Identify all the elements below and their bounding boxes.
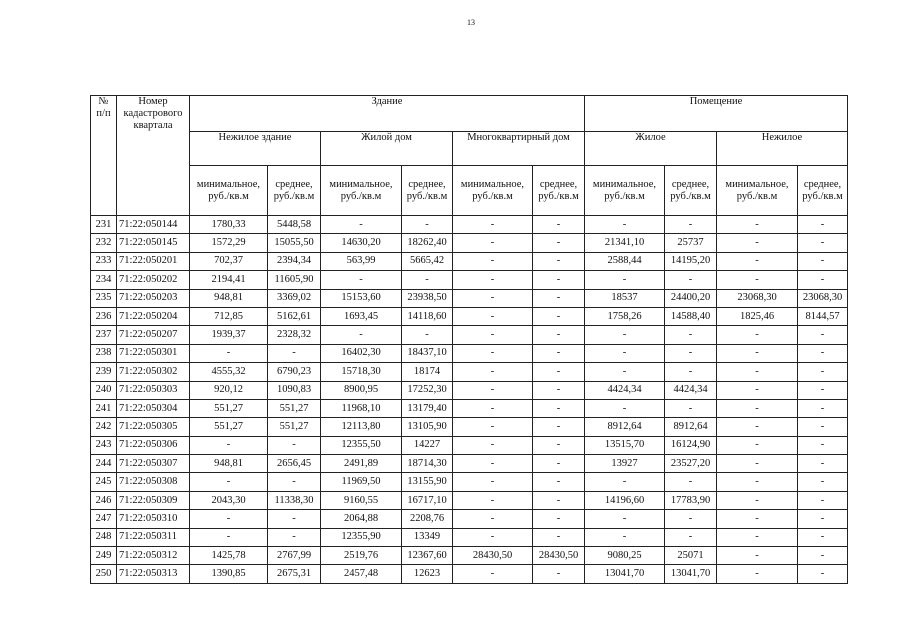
value-cell: 14630,20: [321, 234, 402, 252]
table-row: [91, 436, 848, 454]
cadastral-number: 71:22:050204: [117, 307, 190, 325]
value-cell: 14196,60: [585, 491, 665, 509]
value-cell: 23938,50: [402, 289, 453, 307]
value-cell: -: [533, 234, 585, 252]
value-cell: -: [533, 289, 585, 307]
value-cell: -: [533, 271, 585, 289]
header-premises: Помещение: [585, 96, 848, 132]
row-number: 234: [91, 271, 117, 289]
cadastral-number: 71:22:050207: [117, 326, 190, 344]
value-cell: 1390,85: [190, 565, 268, 583]
value-cell: -: [190, 344, 268, 362]
row-number: 242: [91, 418, 117, 436]
row-number: 239: [91, 363, 117, 381]
value-cell: -: [585, 344, 665, 362]
value-cell: 12355,90: [321, 528, 402, 546]
table-row: [91, 216, 848, 234]
cadastral-number: 71:22:050307: [117, 455, 190, 473]
value-cell: -: [717, 271, 798, 289]
value-cell: -: [453, 252, 533, 270]
value-cell: -: [717, 216, 798, 234]
value-cell: -: [798, 565, 848, 583]
header-residential-house: Жилой дом: [321, 132, 453, 166]
value-cell: 13179,40: [402, 399, 453, 417]
value-cell: 551,27: [268, 418, 321, 436]
value-cell: -: [798, 363, 848, 381]
value-cell: 13927: [585, 455, 665, 473]
value-cell: 1939,37: [190, 326, 268, 344]
value-cell: -: [717, 473, 798, 491]
value-cell: -: [798, 436, 848, 454]
value-cell: -: [402, 271, 453, 289]
value-cell: 2457,48: [321, 565, 402, 583]
cadastral-number: 71:22:050312: [117, 547, 190, 565]
value-cell: 12367,60: [402, 547, 453, 565]
value-cell: -: [533, 344, 585, 362]
value-cell: -: [585, 528, 665, 546]
value-cell: 2208,76: [402, 510, 453, 528]
value-cell: -: [798, 252, 848, 270]
value-cell: 18537: [585, 289, 665, 307]
value-cell: -: [665, 510, 717, 528]
header-min-5: минимальное, руб./кв.м: [717, 166, 798, 216]
value-cell: 6790,23: [268, 363, 321, 381]
value-cell: 23068,30: [798, 289, 848, 307]
page-number: 13: [467, 18, 475, 27]
value-cell: 18262,40: [402, 234, 453, 252]
row-number: 241: [91, 399, 117, 417]
value-cell: -: [665, 473, 717, 491]
header-avg-5: среднее, руб./кв.м: [798, 166, 848, 216]
table-row: [91, 510, 848, 528]
value-cell: 1572,29: [190, 234, 268, 252]
row-number: 238: [91, 344, 117, 362]
cadastral-number: 71:22:050308: [117, 473, 190, 491]
value-cell: -: [717, 234, 798, 252]
value-cell: -: [717, 455, 798, 473]
value-cell: -: [717, 510, 798, 528]
row-number: 243: [91, 436, 117, 454]
header-num: № п/п: [91, 96, 117, 216]
value-cell: -: [717, 381, 798, 399]
value-cell: -: [533, 473, 585, 491]
value-cell: 8912,64: [585, 418, 665, 436]
value-cell: -: [190, 528, 268, 546]
table-row: [91, 455, 848, 473]
value-cell: 28430,50: [533, 547, 585, 565]
value-cell: -: [665, 399, 717, 417]
value-cell: 920,12: [190, 381, 268, 399]
value-cell: 1780,33: [190, 216, 268, 234]
value-cell: -: [533, 252, 585, 270]
cadastral-number: 71:22:050306: [117, 436, 190, 454]
cadastral-number: 71:22:050313: [117, 565, 190, 583]
value-cell: 12113,80: [321, 418, 402, 436]
value-cell: -: [453, 344, 533, 362]
value-cell: -: [717, 363, 798, 381]
value-cell: 2064,88: [321, 510, 402, 528]
value-cell: 15153,60: [321, 289, 402, 307]
value-cell: 5448,58: [268, 216, 321, 234]
table-row: [91, 271, 848, 289]
value-cell: -: [453, 216, 533, 234]
value-cell: 12355,50: [321, 436, 402, 454]
value-cell: -: [453, 289, 533, 307]
value-cell: -: [453, 455, 533, 473]
header-avg-2: среднее, руб./кв.м: [402, 166, 453, 216]
value-cell: 551,27: [190, 399, 268, 417]
value-cell: -: [665, 216, 717, 234]
table-row: [91, 381, 848, 399]
value-cell: 23068,30: [717, 289, 798, 307]
value-cell: 1425,78: [190, 547, 268, 565]
table-row: [91, 491, 848, 509]
row-number: 240: [91, 381, 117, 399]
header-avg-4: среднее, руб./кв.м: [665, 166, 717, 216]
value-cell: -: [453, 399, 533, 417]
value-cell: 28430,50: [453, 547, 533, 565]
value-cell: 8912,64: [665, 418, 717, 436]
value-cell: 18437,10: [402, 344, 453, 362]
value-cell: 13515,70: [585, 436, 665, 454]
value-cell: 1693,45: [321, 307, 402, 325]
value-cell: -: [798, 510, 848, 528]
value-cell: 2194,41: [190, 271, 268, 289]
value-cell: -: [585, 363, 665, 381]
value-cell: -: [798, 326, 848, 344]
row-number: 250: [91, 565, 117, 583]
value-cell: -: [798, 418, 848, 436]
value-cell: 25071: [665, 547, 717, 565]
value-cell: -: [665, 344, 717, 362]
value-cell: -: [717, 436, 798, 454]
value-cell: -: [533, 307, 585, 325]
value-cell: -: [717, 565, 798, 583]
value-cell: -: [533, 399, 585, 417]
value-cell: 17783,90: [665, 491, 717, 509]
table-row: [91, 473, 848, 491]
cadastral-number: 71:22:050145: [117, 234, 190, 252]
value-cell: -: [798, 399, 848, 417]
value-cell: -: [453, 436, 533, 454]
header-building: Здание: [190, 96, 585, 132]
table-row: [91, 326, 848, 344]
value-cell: 2656,45: [268, 455, 321, 473]
value-cell: -: [533, 491, 585, 509]
value-cell: 948,81: [190, 455, 268, 473]
value-cell: -: [533, 216, 585, 234]
value-cell: 8144,57: [798, 307, 848, 325]
value-cell: 1758,26: [585, 307, 665, 325]
value-cell: 11969,50: [321, 473, 402, 491]
value-cell: -: [321, 326, 402, 344]
table-row: [91, 289, 848, 307]
value-cell: 4424,34: [665, 381, 717, 399]
header-nonresidential: Нежилое: [717, 132, 848, 166]
value-cell: 13041,70: [585, 565, 665, 583]
table-row: [91, 399, 848, 417]
value-cell: -: [585, 510, 665, 528]
value-cell: 551,27: [268, 399, 321, 417]
value-cell: 13041,70: [665, 565, 717, 583]
value-cell: 12623: [402, 565, 453, 583]
row-number: 231: [91, 216, 117, 234]
value-cell: -: [453, 363, 533, 381]
value-cell: 14588,40: [665, 307, 717, 325]
row-number: 246: [91, 491, 117, 509]
value-cell: -: [453, 418, 533, 436]
value-cell: 11338,30: [268, 491, 321, 509]
cadastral-number: 71:22:050203: [117, 289, 190, 307]
value-cell: -: [717, 547, 798, 565]
value-cell: 13349: [402, 528, 453, 546]
cadastral-number: 71:22:050201: [117, 252, 190, 270]
row-number: 247: [91, 510, 117, 528]
value-cell: 21341,10: [585, 234, 665, 252]
value-cell: -: [717, 418, 798, 436]
header-apartment-building: Многоквартирный дом: [453, 132, 585, 166]
value-cell: -: [453, 565, 533, 583]
value-cell: 2519,76: [321, 547, 402, 565]
value-cell: 2767,99: [268, 547, 321, 565]
value-cell: 2588,44: [585, 252, 665, 270]
value-cell: -: [798, 271, 848, 289]
value-cell: 16124,90: [665, 436, 717, 454]
value-cell: -: [453, 381, 533, 399]
value-cell: -: [453, 307, 533, 325]
value-cell: 948,81: [190, 289, 268, 307]
row-number: 236: [91, 307, 117, 325]
table-row: [91, 418, 848, 436]
value-cell: 1825,46: [717, 307, 798, 325]
value-cell: -: [533, 510, 585, 528]
value-cell: -: [717, 252, 798, 270]
cadastral-number: 71:22:050144: [117, 216, 190, 234]
value-cell: 2491,89: [321, 455, 402, 473]
value-cell: -: [665, 528, 717, 546]
value-cell: -: [798, 234, 848, 252]
value-cell: 1090,83: [268, 381, 321, 399]
value-cell: -: [533, 363, 585, 381]
value-cell: -: [798, 216, 848, 234]
header-avg-1: среднее, руб./кв.м: [268, 166, 321, 216]
header-cadastral-quarter: Номер кадастрового квартала: [117, 96, 190, 216]
cadastral-number: 71:22:050305: [117, 418, 190, 436]
value-cell: -: [585, 473, 665, 491]
value-cell: -: [453, 326, 533, 344]
value-cell: -: [453, 234, 533, 252]
value-cell: -: [268, 473, 321, 491]
row-number: 232: [91, 234, 117, 252]
cadastral-number: 71:22:050309: [117, 491, 190, 509]
cadastral-number: 71:22:050311: [117, 528, 190, 546]
value-cell: 18714,30: [402, 455, 453, 473]
value-cell: 18174: [402, 363, 453, 381]
value-cell: 4424,34: [585, 381, 665, 399]
value-cell: -: [533, 565, 585, 583]
value-cell: -: [402, 216, 453, 234]
value-cell: 2394,34: [268, 252, 321, 270]
value-cell: -: [798, 528, 848, 546]
table-body: [91, 216, 848, 584]
value-cell: -: [798, 381, 848, 399]
value-cell: -: [798, 473, 848, 491]
value-cell: 16717,10: [402, 491, 453, 509]
value-cell: -: [321, 216, 402, 234]
value-cell: 2675,31: [268, 565, 321, 583]
value-cell: 17252,30: [402, 381, 453, 399]
value-cell: -: [533, 436, 585, 454]
value-cell: -: [453, 528, 533, 546]
value-cell: 2328,32: [268, 326, 321, 344]
row-number: 237: [91, 326, 117, 344]
cadastral-number: 71:22:050301: [117, 344, 190, 362]
cadastral-number: 71:22:050202: [117, 271, 190, 289]
value-cell: 16402,30: [321, 344, 402, 362]
value-cell: -: [798, 344, 848, 362]
value-cell: 4555,32: [190, 363, 268, 381]
header-nonresidential-building: Нежилое здание: [190, 132, 321, 166]
value-cell: 5162,61: [268, 307, 321, 325]
value-cell: -: [665, 326, 717, 344]
value-cell: -: [717, 326, 798, 344]
value-cell: 551,27: [190, 418, 268, 436]
value-cell: -: [717, 399, 798, 417]
value-cell: -: [798, 455, 848, 473]
value-cell: 11968,10: [321, 399, 402, 417]
value-cell: -: [321, 271, 402, 289]
cadastral-value-table: [90, 95, 848, 584]
value-cell: -: [717, 528, 798, 546]
value-cell: 9080,25: [585, 547, 665, 565]
value-cell: -: [585, 326, 665, 344]
value-cell: 563,99: [321, 252, 402, 270]
table-row: [91, 363, 848, 381]
value-cell: 14227: [402, 436, 453, 454]
cadastral-number: 71:22:050310: [117, 510, 190, 528]
value-cell: -: [190, 473, 268, 491]
value-cell: -: [798, 547, 848, 565]
header-min-3: минимальное, руб./кв.м: [453, 166, 533, 216]
value-cell: -: [268, 528, 321, 546]
value-cell: -: [798, 491, 848, 509]
header-min-2: минимальное, руб./кв.м: [321, 166, 402, 216]
value-cell: 9160,55: [321, 491, 402, 509]
cadastral-number: 71:22:050304: [117, 399, 190, 417]
value-cell: 5665,42: [402, 252, 453, 270]
cadastral-number: 71:22:050303: [117, 381, 190, 399]
value-cell: 25737: [665, 234, 717, 252]
value-cell: 15055,50: [268, 234, 321, 252]
value-cell: -: [190, 436, 268, 454]
value-cell: 13155,90: [402, 473, 453, 491]
value-cell: 8900,95: [321, 381, 402, 399]
value-cell: 3369,02: [268, 289, 321, 307]
table-row: [91, 234, 848, 252]
value-cell: -: [402, 326, 453, 344]
value-cell: 11605,90: [268, 271, 321, 289]
value-cell: -: [268, 344, 321, 362]
value-cell: -: [533, 326, 585, 344]
row-number: 248: [91, 528, 117, 546]
value-cell: 702,37: [190, 252, 268, 270]
value-cell: 15718,30: [321, 363, 402, 381]
value-cell: -: [585, 216, 665, 234]
value-cell: -: [268, 510, 321, 528]
table-row: [91, 565, 848, 583]
row-number: 245: [91, 473, 117, 491]
table-row: [91, 307, 848, 325]
value-cell: 23527,20: [665, 455, 717, 473]
table-row: [91, 528, 848, 546]
row-number: 249: [91, 547, 117, 565]
value-cell: -: [717, 491, 798, 509]
value-cell: -: [268, 436, 321, 454]
value-cell: -: [453, 473, 533, 491]
value-cell: -: [190, 510, 268, 528]
header-min-4: минимальное, руб./кв.м: [585, 166, 665, 216]
value-cell: -: [717, 344, 798, 362]
table-row: [91, 547, 848, 565]
header-min-1: минимальное, руб./кв.м: [190, 166, 268, 216]
value-cell: 2043,30: [190, 491, 268, 509]
value-cell: 14195,20: [665, 252, 717, 270]
table-row: [91, 344, 848, 362]
row-number: 235: [91, 289, 117, 307]
value-cell: -: [533, 418, 585, 436]
value-cell: -: [533, 381, 585, 399]
value-cell: -: [453, 491, 533, 509]
value-cell: -: [585, 271, 665, 289]
cadastral-number: 71:22:050302: [117, 363, 190, 381]
header-residential: Жилое: [585, 132, 717, 166]
row-number: 244: [91, 455, 117, 473]
value-cell: -: [665, 271, 717, 289]
value-cell: -: [585, 399, 665, 417]
value-cell: -: [533, 455, 585, 473]
table-row: [91, 252, 848, 270]
value-cell: 14118,60: [402, 307, 453, 325]
header-avg-3: среднее, руб./кв.м: [533, 166, 585, 216]
value-cell: -: [453, 271, 533, 289]
value-cell: -: [453, 510, 533, 528]
value-cell: 712,85: [190, 307, 268, 325]
value-cell: 13105,90: [402, 418, 453, 436]
row-number: 233: [91, 252, 117, 270]
value-cell: -: [533, 528, 585, 546]
value-cell: -: [665, 363, 717, 381]
value-cell: 24400,20: [665, 289, 717, 307]
